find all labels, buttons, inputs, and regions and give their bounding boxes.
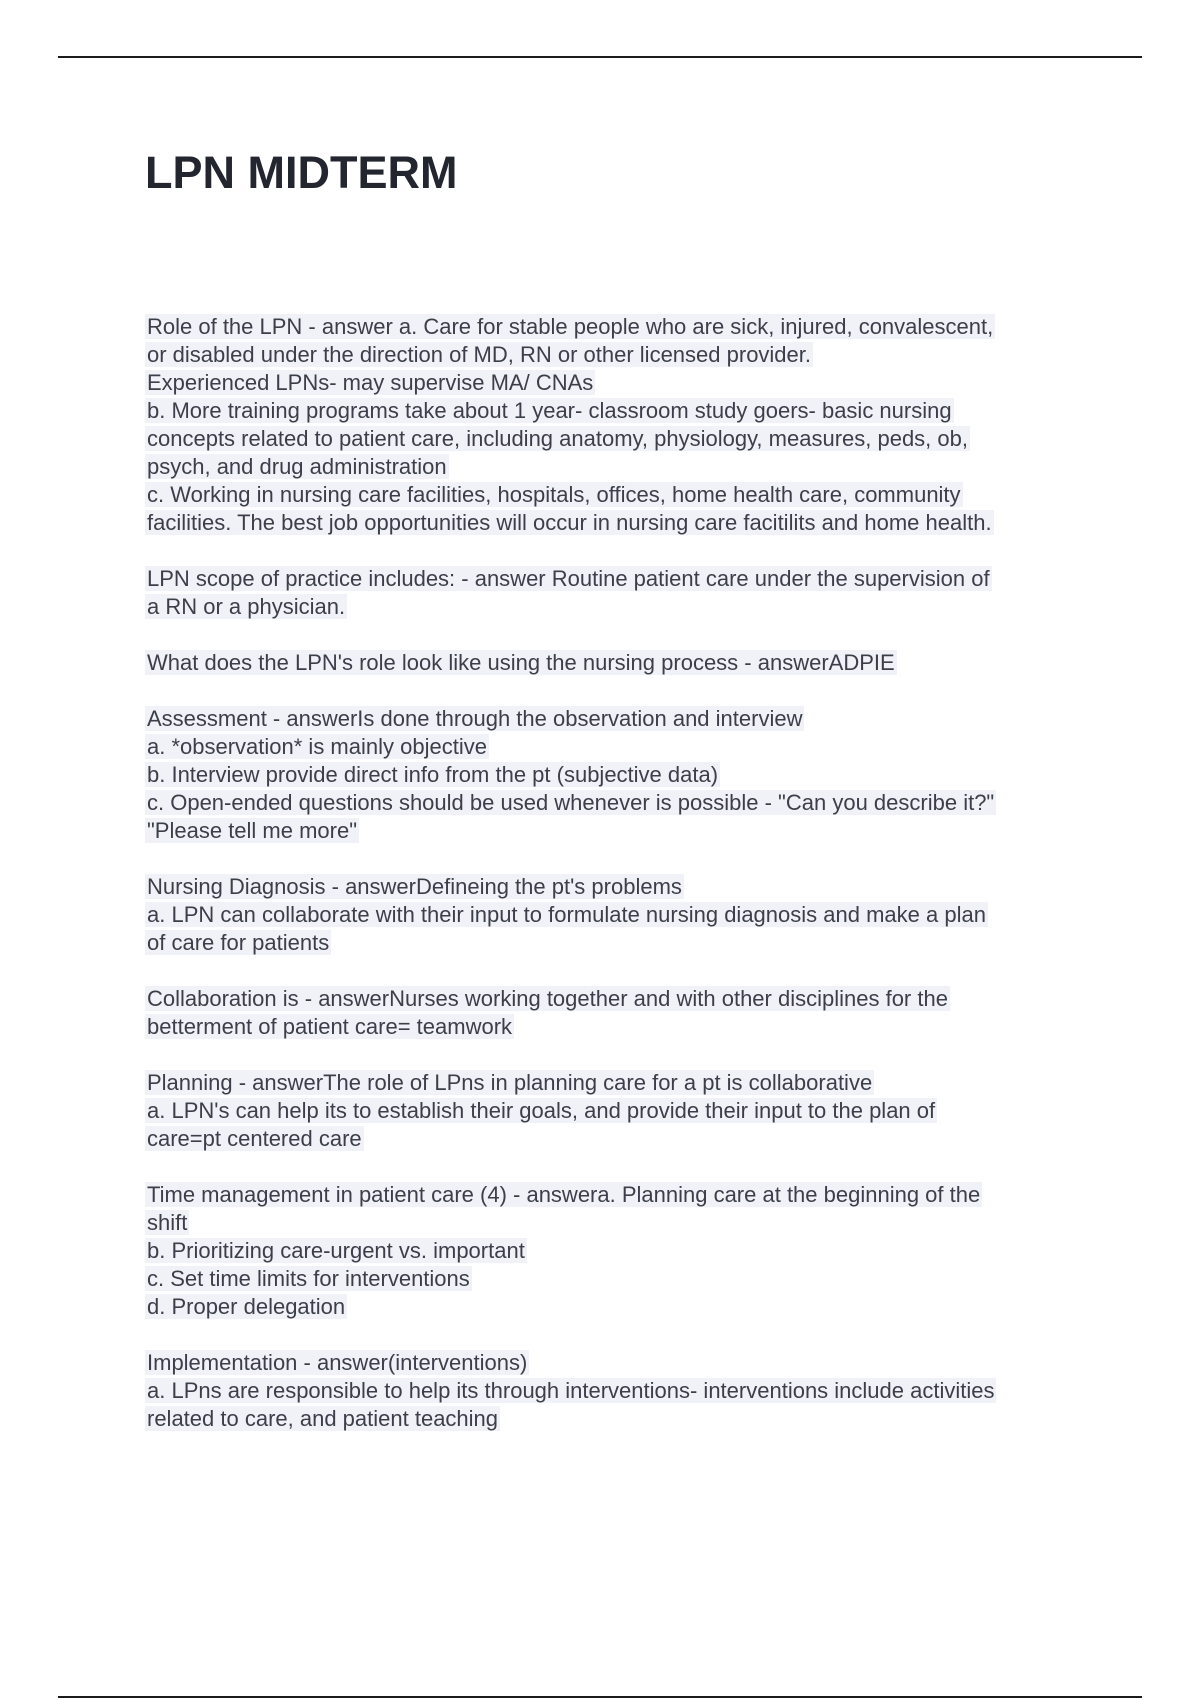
qa-entry bbox=[145, 1349, 1080, 1433]
entry-line-text: Planning - answerThe role of LPns in planning care for a pt is collaborative bbox=[147, 1070, 873, 1095]
entry-line bbox=[145, 789, 1080, 817]
entry-line-text: d. Proper delegation bbox=[147, 1294, 346, 1319]
entry-line bbox=[145, 761, 1080, 789]
entry-line-text: facilities. The best job opportunities will occur in nursing care facitilits and home health. bbox=[147, 510, 992, 535]
entry-line bbox=[145, 509, 1080, 537]
entry-line-text: LPN scope of practice includes: - answer Routine patient care under the supervision of bbox=[147, 566, 990, 591]
entry-line-text: shift bbox=[147, 1210, 188, 1235]
entry-line bbox=[145, 649, 1080, 677]
entry-line bbox=[145, 481, 1080, 509]
entry-line bbox=[145, 1349, 1080, 1377]
entry-line-text: betterment of patient care= teamwork bbox=[147, 1014, 513, 1039]
document-body bbox=[145, 313, 1080, 1461]
bottom-rule bbox=[58, 1696, 1142, 1698]
entry-line-text: psych, and drug administration bbox=[147, 454, 447, 479]
entry-line bbox=[145, 397, 1080, 425]
entry-line-text: Role of the LPN - answer a. Care for stable people who are sick, injured, convalescent, bbox=[147, 314, 994, 339]
entry-line-text: or disabled under the direction of MD, RN or other licensed provider. bbox=[147, 342, 812, 367]
entry-line-text: c. Set time limits for interventions bbox=[147, 1266, 470, 1291]
entry-line-text: Experienced LPNs- may supervise MA/ CNAs bbox=[147, 370, 594, 395]
qa-entry bbox=[145, 873, 1080, 957]
entry-line-text: a. LPns are responsible to help its through interventions- interventions include activities bbox=[147, 1378, 995, 1403]
qa-entry bbox=[145, 565, 1080, 621]
entry-line-text: c. Open-ended questions should be used whenever is possible - "Can you describe it?" bbox=[147, 790, 995, 815]
entry-line bbox=[145, 705, 1080, 733]
entry-line bbox=[145, 1125, 1080, 1153]
qa-entry bbox=[145, 985, 1080, 1041]
entry-line-text: Implementation - answer(interventions) bbox=[147, 1350, 528, 1375]
entry-line-text: "Please tell me more" bbox=[147, 818, 358, 843]
entry-line-text: Assessment - answerIs done through the observation and interview bbox=[147, 706, 803, 731]
entry-line bbox=[145, 425, 1080, 453]
entry-line bbox=[145, 593, 1080, 621]
entry-line bbox=[145, 901, 1080, 929]
entry-line bbox=[145, 1209, 1080, 1237]
top-rule bbox=[58, 56, 1142, 58]
entry-line bbox=[145, 1293, 1080, 1321]
entry-line bbox=[145, 1265, 1080, 1293]
entry-line bbox=[145, 1013, 1080, 1041]
entry-line bbox=[145, 369, 1080, 397]
entry-line bbox=[145, 1069, 1080, 1097]
entry-line-text: b. More training programs take about 1 year- classroom study goers- basic nursing bbox=[147, 398, 952, 423]
entry-line-text: a. LPN can collaborate with their input to formulate nursing diagnosis and make a plan bbox=[147, 902, 986, 927]
entry-line bbox=[145, 565, 1080, 593]
entry-line-text: What does the LPN's role look like using the nursing process - answerADPIE bbox=[147, 650, 895, 675]
qa-entry bbox=[145, 1069, 1080, 1153]
entry-line bbox=[145, 1377, 1080, 1405]
qa-entry bbox=[145, 313, 1080, 537]
entry-line bbox=[145, 873, 1080, 901]
qa-entry bbox=[145, 649, 1080, 677]
entry-line-text: b. Prioritizing care-urgent vs. important bbox=[147, 1238, 525, 1263]
entry-line-text: Time management in patient care (4) - answera. Planning care at the beginning of the bbox=[147, 1182, 981, 1207]
qa-entry bbox=[145, 705, 1080, 845]
entry-line bbox=[145, 341, 1080, 369]
entry-line bbox=[145, 1405, 1080, 1433]
entry-line-text: of care for patients bbox=[147, 930, 330, 955]
entry-line-text: c. Working in nursing care facilities, hospitals, offices, home health care, community bbox=[147, 482, 961, 507]
entry-line bbox=[145, 817, 1080, 845]
entry-line bbox=[145, 313, 1080, 341]
entry-line-text: Nursing Diagnosis - answerDefineing the pt's problems bbox=[147, 874, 682, 899]
entry-line bbox=[145, 1237, 1080, 1265]
entry-line bbox=[145, 453, 1080, 481]
entry-line bbox=[145, 733, 1080, 761]
entry-line bbox=[145, 1181, 1080, 1209]
entry-line-text: a RN or a physician. bbox=[147, 594, 346, 619]
entry-line-text: related to care, and patient teaching bbox=[147, 1406, 499, 1431]
entry-line-text: care=pt centered care bbox=[147, 1126, 362, 1151]
qa-entry bbox=[145, 1181, 1080, 1321]
entry-line-text: Collaboration is - answerNurses working together and with other disciplines for the bbox=[147, 986, 948, 1011]
entry-line-text: a. LPN's can help its to establish their goals, and provide their input to the plan of bbox=[147, 1098, 936, 1123]
entry-line bbox=[145, 985, 1080, 1013]
entry-line-text: concepts related to patient care, including anatomy, physiology, measures, peds, ob, bbox=[147, 426, 968, 451]
entry-line-text: b. Interview provide direct info from the pt (subjective data) bbox=[147, 762, 719, 787]
entry-line bbox=[145, 1097, 1080, 1125]
entry-line bbox=[145, 929, 1080, 957]
page-title: LPN MIDTERM bbox=[145, 147, 458, 198]
entry-line-text: a. *observation* is mainly objective bbox=[147, 734, 487, 759]
